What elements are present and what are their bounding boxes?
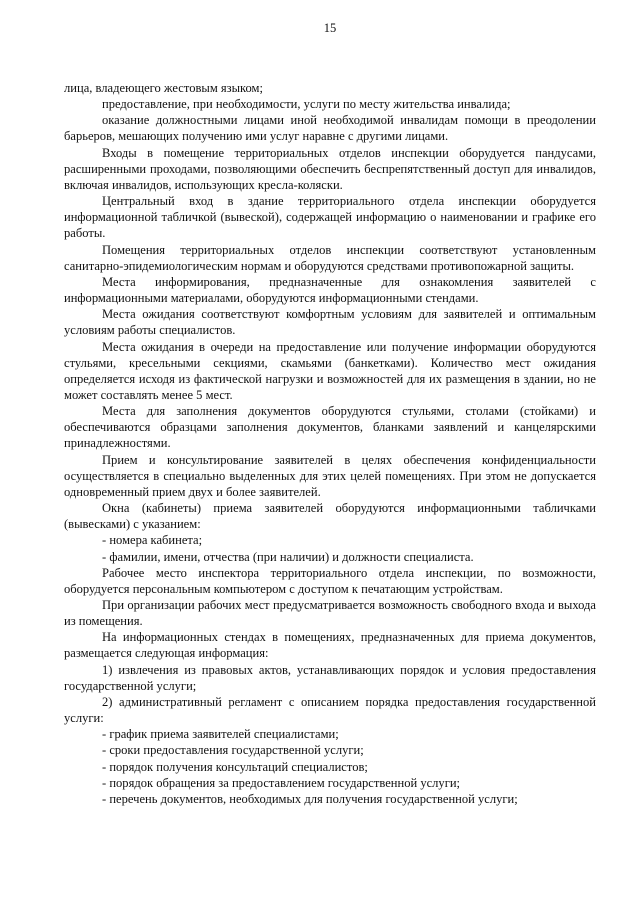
document-body <box>64 80 596 807</box>
paragraph: Рабочее место инспектора территориального отдела инспекции, по возможности, оборудуется персональным компьютером с доступом к печатающим устройствам. <box>64 565 596 596</box>
paragraph: - график приема заявителей специалистами; <box>102 727 339 742</box>
paragraph: - фамилии, имени, отчества (при наличии) и должности специалиста. <box>102 549 474 564</box>
paragraph: Окна (кабинеты) приема заявителей оборудуются информационными табличками (вывесками) с указанием: <box>64 501 596 532</box>
paragraph: 2) административный регламент с описанием порядка предоставления государственной услуги: <box>64 694 596 726</box>
paragraph: При организации рабочих мест предусматривается возможность свободного входа и выхода из помещения. <box>64 598 596 629</box>
paragraph: Входы в помещение территориальных отделов инспекции оборудуется пандусами, расширенными проходами, позволяющими обеспечить беспрепятственный доступ для инвалидов, включая инвалидов, использующих кресла-коляски. <box>64 145 596 192</box>
paragraph: 1) извлечения из правовых актов, устанавливающих порядок и условия предоставления государственной услуги; <box>64 662 596 693</box>
paragraph: Центральный вход в здание территориального отдела инспекции оборудуется информационной табличкой (вывеской), содержащей информацию о наименовании и графике его работы. <box>64 194 596 241</box>
paragraph: Места ожидания в очереди на предоставление или получение информации оборудуются стульями, кресельными секциями, скамьями (банкетками). Количество мест ожидания определяется исходя из фактической нагрузки и возможностей для их размещения в здании, но не может составлять менее 5 мест. <box>64 339 596 402</box>
paragraph: предоставление, при необходимости, услуги по месту жительства инвалида; <box>102 97 511 112</box>
paragraph: Места ожидания соответствуют комфортным условиям для заявителей и оптимальным условиям работы специалистов. <box>64 307 596 338</box>
paragraph: лица, владеющего жестовым языком; <box>64 81 263 95</box>
paragraph: - перечень документов, необходимых для получения государственной услуги; <box>102 791 518 806</box>
paragraph: На информационных стендах в помещениях, предназначенных для приема документов, размещается следующая информация: <box>64 630 596 661</box>
paragraph: Помещения территориальных отделов инспекции соответствуют установленным санитарно-эпидемиологическим нормам и оборудуются средствами противопожарной защиты. <box>64 242 596 273</box>
paragraph: - сроки предоставления государственной услуги; <box>102 743 364 758</box>
paragraph: оказание должностными лицами иной необходимой инвалидам помощи в преодолении барьеров, мешающих получению ими услуг наравне с другими лицами. <box>64 113 596 144</box>
paragraph: Места для заполнения документов оборудуются стульями, столами (стойками) и обеспечиваются образцами заполнения документов, бланками заявлений и канцелярскими принадлежностями. <box>64 404 596 451</box>
paragraph: - порядок обращения за предоставлением государственной услуги; <box>102 775 461 790</box>
paragraph: Прием и консультирование заявителей в целях обеспечения конфиденциальности осуществляется в специально выделенных для этих целей помещениях. При этом не допускается одновременный прием двух и более заявителей. <box>64 452 596 499</box>
paragraph: Места информирования, предназначенные для ознакомления заявителей с информационными материалами, оборудуются информационными стендами. <box>64 274 596 306</box>
paragraph: - номера кабинета; <box>102 533 203 548</box>
paragraph: - порядок получения консультаций специалистов; <box>102 759 368 774</box>
page-number: 15 <box>323 21 337 35</box>
